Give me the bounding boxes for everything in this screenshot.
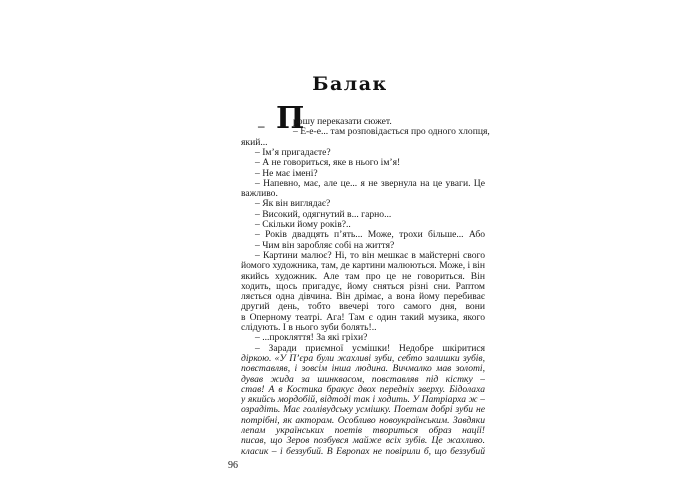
text-line: другий день, тобто ввечері того самого дня, вони [241,302,485,313]
text-line: ходить, щось пригадує, йому сняться різні сни. Раптом [241,281,485,292]
text-line: класик – і беззубий. В Европах не повірили б, що беззубий [241,446,485,457]
text-line: – Як він виглядає? [255,198,331,210]
text-line: – Високий, одягнутий в... гарно... [255,208,392,220]
text-line: – Картини малює? Ні, то він мешкає в майстерні свого [255,250,485,261]
text-line: лепам українських поетів твориться образ нації! [241,426,485,436]
chapter-title: Балак [312,73,388,95]
text-line: – ...прокляття! За які гріхи? [255,332,368,344]
text-line: який... [241,136,268,148]
text-line: став! А в Костика бракує двох передніх зверху. Бідолаха [241,384,485,395]
text-line: йомого художника, там, де картини малюються. Може, і він [241,261,485,272]
text-line: повставляв, і зовсім інша людина. Вичмалко мав золоті, [241,364,485,375]
text-line: озрадіть. Має голлівудську усмішку. Поетам добрі зуби не [241,405,485,416]
drop-cap-letter: П [276,101,305,136]
text-line: важливо. [241,188,278,200]
text-line: – Заради приємної усмішки! Недобре шкіритися [255,343,485,354]
text-line: дував жида за шинквасом, повставляв під кістку – [241,374,485,385]
dialogue-dash: – [258,118,265,133]
text-line: – А не говориться, яке в нього ім’я! [255,157,401,169]
text-line: у якийсь мордобій, відтоді так і ходить. У Патріарха ж – [241,395,485,406]
text-line: – Чим він заробляє собі на життя? [255,239,395,251]
text-line: в Оперному театрі. Ага! Там є один такий музика, якого [241,312,485,323]
text-line: – Не має імені? [255,167,318,179]
text-line: – Ім’я пригадаєте? [255,146,331,158]
text-line: слідують. І в нього зуби болять!.. [241,322,377,333]
text-line: – Скільки йому років?.. [255,219,351,230]
text-line: діркою. «У П’єра були жахливі зуби, себто залишки зубів, [241,353,485,364]
text-line: – Років двадцять п’ять... Може, трохи більше... Або [255,230,485,241]
text-line: потрібні, як акторам. Особливо новоукраїнським. Завдяки [241,415,485,426]
text-line: ляється одна дівчина. Він дрімає, а вона йому перебиває [241,292,485,303]
first-line: рошу переказати сюжет. [293,116,392,127]
page-number: 96 [228,460,238,471]
text-line: – Е-е-е... там розповідається про одного хлопця, [293,126,490,138]
text-line: писав, що Зеров позбувся майже всіх зубів. Це жахливо. [241,436,485,447]
text-line: – Напевно, має, але це... я не звернула на це уваги. Це [255,178,485,189]
text-line: якийсь художник. Але там про це не говориться. Він [241,271,485,282]
